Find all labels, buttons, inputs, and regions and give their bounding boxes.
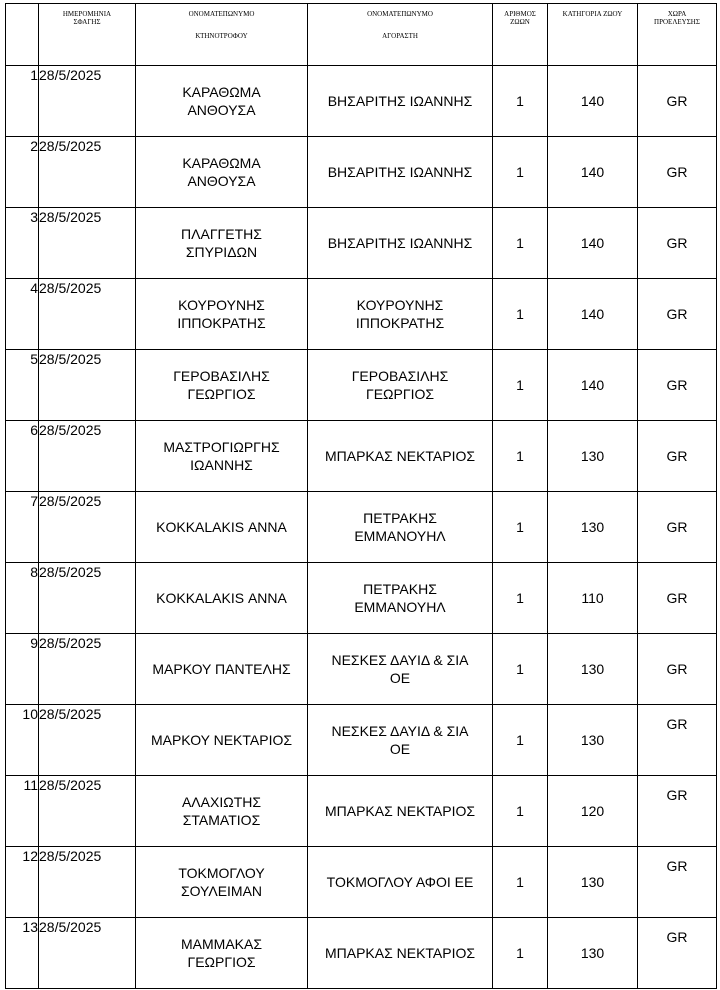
buyer-name	[308, 421, 493, 492]
farmer-name-line: ΑΝΘΟΥΣΑ	[187, 173, 256, 189]
animal-category: 140	[548, 279, 638, 350]
buyer-name-line: ΤΟΚΜΟΓΛΟΥ ΑΦΟΙ ΕΕ	[326, 874, 474, 890]
slaughter-date: 28/5/2025	[39, 918, 136, 989]
table-row	[6, 705, 717, 776]
slaughter-date: 28/5/2025	[39, 492, 136, 563]
header-buyer-line-2: ΑΓΟΡΑΣΤΗ	[382, 32, 418, 40]
animal-category: 130	[548, 421, 638, 492]
header-country-line-2: ΠΡΟΕΛΕΥΣΗΣ	[654, 18, 700, 26]
buyer-name	[308, 847, 493, 918]
buyer-name-line: ΜΠΑΡΚΑΣ ΝΕΚΤΑΡΙΟΣ	[324, 945, 476, 961]
slaughter-date: 28/5/2025	[39, 634, 136, 705]
farmer-name-line: ΠΛΑΓΓΕΤΗΣ	[181, 226, 262, 242]
origin-country: GR	[638, 208, 717, 279]
farmer-name	[136, 776, 308, 847]
farmer-name-line: ΣΟΥΛΕΙΜΑΝ	[180, 883, 263, 899]
origin-country: GR	[638, 634, 717, 705]
farmer-name-line: ΓΕΩΡΓΙΟΣ	[187, 954, 256, 970]
animal-count: 1	[493, 563, 548, 634]
buyer-name-line: ΒΗΣΑΡΙΤΗΣ ΙΩΑΝΝΗΣ	[327, 235, 473, 251]
farmer-name-line: ΙΩΑΝΝΗΣ	[190, 457, 253, 473]
table-row	[6, 918, 717, 989]
farmer-name	[136, 492, 308, 563]
slaughter-date: 28/5/2025	[39, 705, 136, 776]
origin-country: GR	[638, 918, 717, 989]
farmer-name-line: KOKKALAKIS ΑΝΝΑ	[156, 590, 287, 606]
buyer-name-line: ΜΠΑΡΚΑΣ ΝΕΚΤΑΡΙΟΣ	[324, 803, 476, 819]
header-count-line-2: ΖΩΩΝ	[510, 18, 530, 26]
header-date	[39, 4, 136, 66]
animal-count: 1	[493, 847, 548, 918]
animal-category: 130	[548, 492, 638, 563]
farmer-name	[136, 66, 308, 137]
row-number: 4	[6, 279, 39, 350]
header-farmer-line-2: ΚΤΗΝΟΤΡΟΦΟΥ	[195, 32, 248, 40]
farmer-name	[136, 421, 308, 492]
animal-count: 1	[493, 492, 548, 563]
header-category	[548, 4, 638, 66]
buyer-name-line: ΒΗΣΑΡΙΤΗΣ ΙΩΑΝΝΗΣ	[327, 93, 473, 109]
farmer-name	[136, 634, 308, 705]
animal-count: 1	[493, 776, 548, 847]
table-row	[6, 634, 717, 705]
buyer-name-line: ΝΕΣΚΕΣ ΔΑΥΙΔ & ΣΙΑ	[331, 652, 469, 668]
buyer-name-line: ΙΠΠΟΚΡΑΤΗΣ	[355, 315, 445, 331]
table-row	[6, 847, 717, 918]
buyer-name	[308, 563, 493, 634]
farmer-name-line: ΑΛΑΧΙΩΤΗΣ	[181, 794, 262, 810]
row-number: 5	[6, 350, 39, 421]
buyer-name-line: ΕΜΜΑΝΟΥΗΛ	[354, 528, 446, 544]
slaughter-date: 28/5/2025	[39, 66, 136, 137]
row-number: 8	[6, 563, 39, 634]
origin-country: GR	[638, 492, 717, 563]
animal-category: 140	[548, 137, 638, 208]
table-row	[6, 137, 717, 208]
header-country-line-1: ΧΩΡΑ	[667, 10, 687, 18]
animal-category: 130	[548, 705, 638, 776]
animal-category: 140	[548, 66, 638, 137]
slaughter-records-table	[5, 3, 717, 989]
farmer-name-line: ΜΑΜΜΑΚΑΣ	[181, 936, 262, 952]
header-row-number	[6, 4, 39, 66]
buyer-name	[308, 350, 493, 421]
buyer-name-line: ΓΕΩΡΓΙΟΣ	[366, 386, 434, 402]
table-row	[6, 350, 717, 421]
table-row	[6, 492, 717, 563]
slaughter-date: 28/5/2025	[39, 350, 136, 421]
animal-count: 1	[493, 350, 548, 421]
row-number: 11	[6, 776, 39, 847]
animal-count: 1	[493, 421, 548, 492]
farmer-name	[136, 563, 308, 634]
animal-category: 140	[548, 350, 638, 421]
buyer-name-line: ΟΕ	[389, 741, 411, 757]
header-category-line-1: ΚΑΤΗΓΟΡΙΑ ΖΩΟΥ	[562, 10, 623, 18]
buyer-name	[308, 634, 493, 705]
slaughter-date: 28/5/2025	[39, 563, 136, 634]
header-count-line-1: ΑΡΙΘΜΟΣ	[504, 10, 536, 18]
buyer-name-line: ΕΜΜΑΝΟΥΗΛ	[354, 599, 446, 615]
farmer-name	[136, 137, 308, 208]
buyer-name-line: ΠΕΤΡΑΚΗΣ	[363, 581, 437, 597]
farmer-name-line: ΤΟΚΜΟΓΛΟΥ	[178, 865, 265, 881]
table-row	[6, 66, 717, 137]
table-row	[6, 421, 717, 492]
header-date-line-2: ΣΦΑΓΗΣ	[73, 18, 101, 26]
buyer-name-line: ΜΠΑΡΚΑΣ ΝΕΚΤΑΡΙΟΣ	[324, 448, 476, 464]
animal-count: 1	[493, 66, 548, 137]
header-country	[638, 4, 717, 66]
buyer-name	[308, 492, 493, 563]
slaughter-date: 28/5/2025	[39, 421, 136, 492]
buyer-name	[308, 66, 493, 137]
table-row	[6, 776, 717, 847]
farmer-name	[136, 705, 308, 776]
slaughter-date: 28/5/2025	[39, 279, 136, 350]
farmer-name-line: ΣΤΑΜΑΤΙΟΣ	[182, 812, 261, 828]
header-row	[6, 4, 717, 66]
row-number: 10	[6, 705, 39, 776]
row-number: 9	[6, 634, 39, 705]
header-buyer-line-1: ΟΝΟΜΑΤΕΠΩΝΥΜΟ	[367, 10, 433, 18]
slaughter-date: 28/5/2025	[39, 847, 136, 918]
farmer-name-line: ΚΑΡΑΘΩΜΑ	[182, 155, 261, 171]
slaughter-date: 28/5/2025	[39, 776, 136, 847]
farmer-name-line: ΚΑΡΑΘΩΜΑ	[182, 84, 261, 100]
farmer-name	[136, 279, 308, 350]
buyer-name	[308, 137, 493, 208]
farmer-name-line: ΓΕΡΟΒΑΣΙΛΗΣ	[173, 368, 270, 384]
buyer-name	[308, 705, 493, 776]
header-buyer	[308, 4, 493, 66]
animal-count: 1	[493, 279, 548, 350]
farmer-name-line: ΣΠΥΡΙΔΩΝ	[185, 244, 258, 260]
slaughter-date: 28/5/2025	[39, 208, 136, 279]
buyer-name-line: ΠΕΤΡΑΚΗΣ	[363, 510, 437, 526]
origin-country: GR	[638, 350, 717, 421]
buyer-name-line: ΒΗΣΑΡΙΤΗΣ ΙΩΑΝΝΗΣ	[327, 164, 473, 180]
row-number: 3	[6, 208, 39, 279]
buyer-name	[308, 279, 493, 350]
farmer-name	[136, 847, 308, 918]
farmer-name-line: ΜΑΣΤΡΟΓΙΩΡΓΗΣ	[163, 439, 280, 455]
origin-country: GR	[638, 421, 717, 492]
row-number: 12	[6, 847, 39, 918]
slaughter-date: 28/5/2025	[39, 137, 136, 208]
animal-category: 120	[548, 776, 638, 847]
farmer-name-line: ΙΠΠΟΚΡΑΤΗΣ	[177, 315, 266, 331]
animal-category: 130	[548, 918, 638, 989]
animal-count: 1	[493, 705, 548, 776]
buyer-name-line: ΓΕΡΟΒΑΣΙΛΗΣ	[351, 368, 449, 384]
origin-country: GR	[638, 563, 717, 634]
table-row	[6, 563, 717, 634]
origin-country: GR	[638, 847, 717, 918]
row-number: 6	[6, 421, 39, 492]
farmer-name	[136, 208, 308, 279]
origin-country: GR	[638, 66, 717, 137]
farmer-name-line: ΑΝΘΟΥΣΑ	[187, 102, 256, 118]
farmer-name-line: ΓΕΩΡΓΙΟΣ	[187, 386, 256, 402]
header-count	[493, 4, 548, 66]
buyer-name	[308, 776, 493, 847]
row-number: 7	[6, 492, 39, 563]
farmer-name-line: ΜΑΡΚΟΥ ΠΑΝΤΕΛΗΣ	[152, 661, 291, 677]
farmer-name-line: ΚΟΥΡΟΥΝΗΣ	[178, 297, 265, 313]
animal-category: 130	[548, 634, 638, 705]
animal-category: 130	[548, 847, 638, 918]
animal-count: 1	[493, 918, 548, 989]
animal-count: 1	[493, 208, 548, 279]
buyer-name	[308, 208, 493, 279]
header-farmer-line-1: ΟΝΟΜΑΤΕΠΩΝΥΜΟ	[188, 10, 255, 18]
farmer-name-line: KOKKALAKIS ΑΝΝΑ	[156, 519, 287, 535]
farmer-name	[136, 918, 308, 989]
row-number: 1	[6, 66, 39, 137]
row-number: 2	[6, 137, 39, 208]
origin-country: GR	[638, 137, 717, 208]
origin-country: GR	[638, 279, 717, 350]
animal-category: 110	[548, 563, 638, 634]
buyer-name-line: ΚΟΥΡΟΥΝΗΣ	[356, 297, 444, 313]
origin-country: GR	[638, 776, 717, 847]
buyer-name-line: ΝΕΣΚΕΣ ΔΑΥΙΔ & ΣΙΑ	[331, 723, 469, 739]
header-date-line-1: ΗΜΕΡΟΜΗΝΙΑ	[62, 10, 112, 18]
farmer-name-line: ΜΑΡΚΟΥ ΝΕΚΤΑΡΙΟΣ	[150, 732, 293, 748]
animal-count: 1	[493, 137, 548, 208]
farmer-name	[136, 350, 308, 421]
origin-country: GR	[638, 705, 717, 776]
header-farmer	[136, 4, 308, 66]
table-row	[6, 279, 717, 350]
animal-count: 1	[493, 634, 548, 705]
animal-category: 140	[548, 208, 638, 279]
row-number: 13	[6, 918, 39, 989]
table-row	[6, 208, 717, 279]
buyer-name-line: ΟΕ	[389, 670, 411, 686]
buyer-name	[308, 918, 493, 989]
table-body	[6, 66, 717, 989]
